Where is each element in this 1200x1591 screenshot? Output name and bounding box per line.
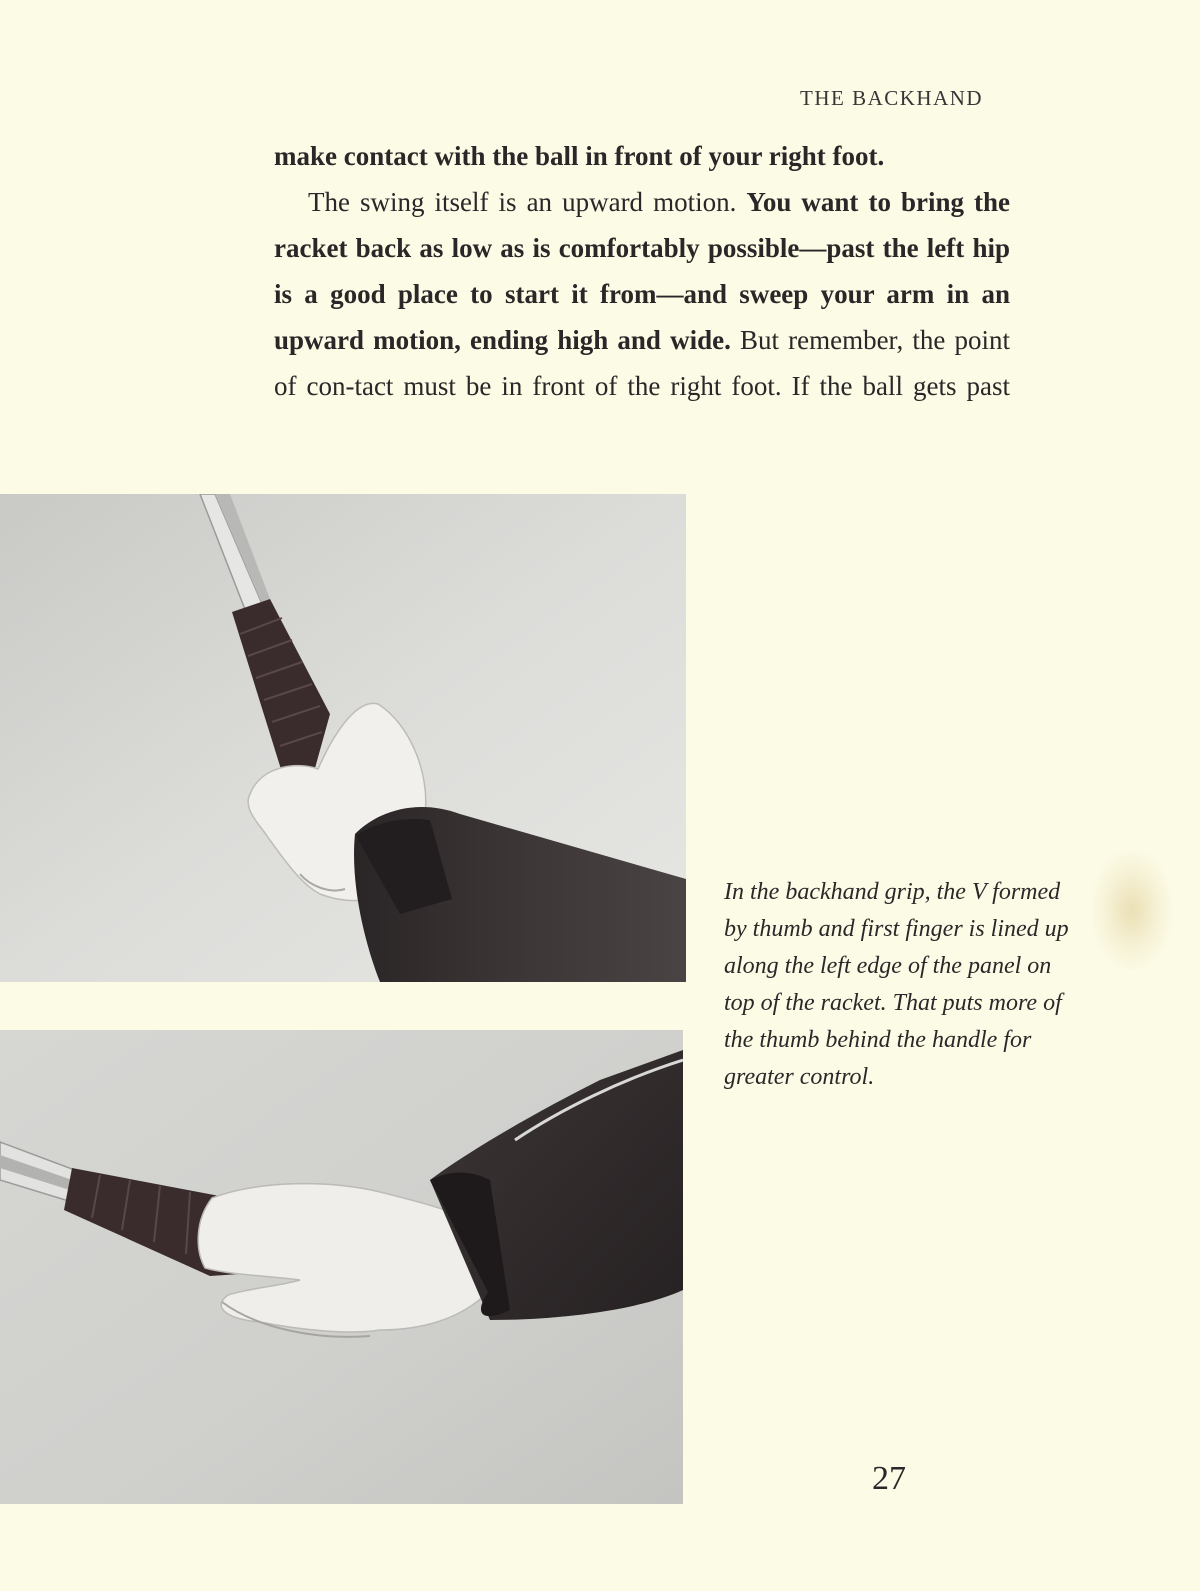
caption-line: by thumb and first finger is lined up	[724, 916, 1069, 942]
caption-line: In the backhand grip, the V formed	[724, 879, 1061, 905]
caption-line: along the left edge of the panel on	[724, 953, 1052, 979]
bold-text: make contact with the ball in front of your right foot.	[274, 141, 885, 171]
running-head: THE BACKHAND	[800, 86, 984, 110]
paragraph-1	[274, 133, 1010, 179]
paragraph-2	[274, 179, 1010, 409]
plain-text: But remember, the point of con-tact must be in front of the right foot. If the ball gets past	[274, 325, 1010, 401]
photo-backhand-grip-bottom	[0, 1030, 683, 1504]
plain-text: The swing itself is an upward motion.	[308, 187, 747, 217]
photo-top-illustration	[0, 494, 686, 982]
photo-bottom-illustration	[0, 1030, 683, 1504]
photo-backhand-grip-top	[0, 494, 686, 982]
caption-line: greater control.	[724, 1064, 875, 1090]
bold-text: You want to bring the racket back as low as is comfortably possible—past the left hip is a good place to start it from—and sweep your arm in an upward motion, ending high and wide.	[274, 187, 1010, 355]
body-text	[274, 133, 1010, 409]
page-number: 27	[872, 1460, 906, 1497]
caption-line: top of the racket. That puts more of	[724, 990, 1062, 1016]
photo-caption	[724, 874, 1144, 1096]
caption-line: the thumb behind the handle for	[724, 1027, 1032, 1053]
